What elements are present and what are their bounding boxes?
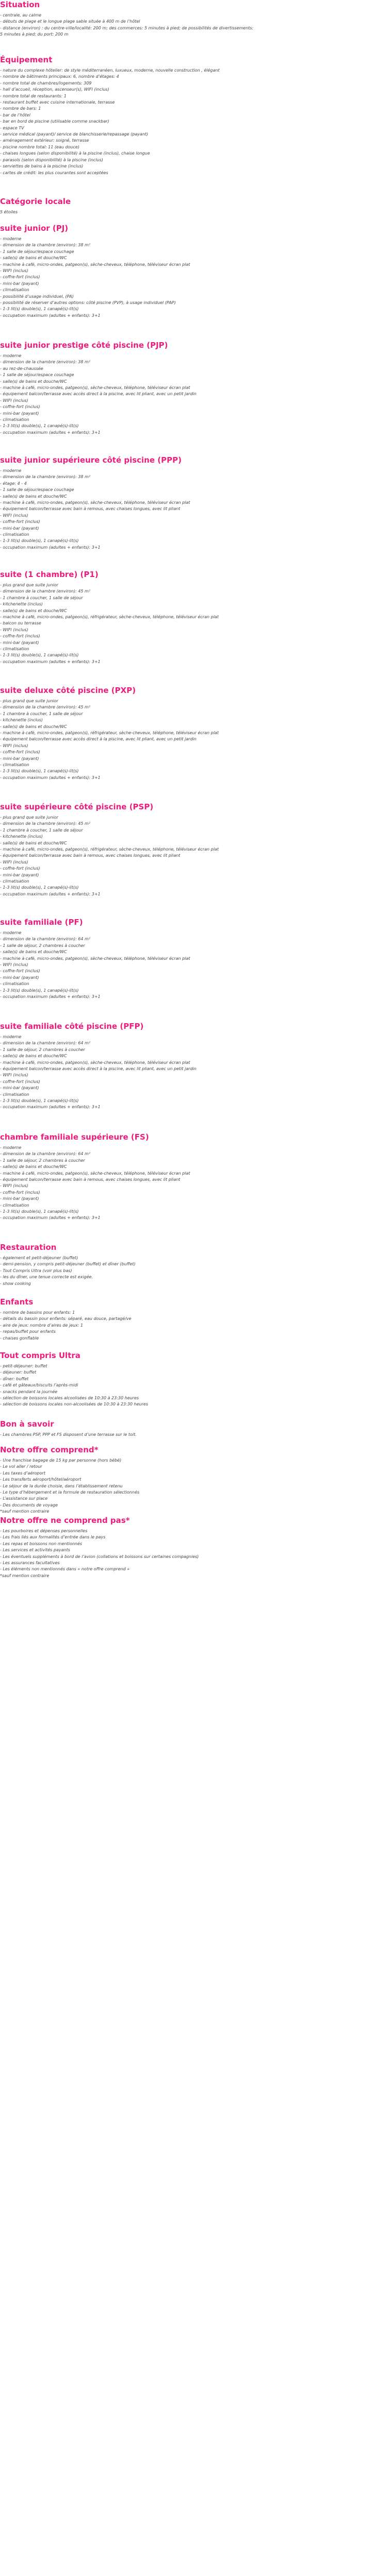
room-features <box>0 930 391 1000</box>
category-heading: Catégorie locale <box>0 197 71 206</box>
list-item: - les du dîner, une tenue correcte est exigée. <box>0 1275 93 1280</box>
list-item: - bar de l’hôtel <box>0 112 30 117</box>
list-item: - moderne <box>0 930 22 935</box>
situation-list <box>0 12 391 38</box>
list-item: - WIFI (inclus) <box>0 268 28 274</box>
list-item: - salle(s) de bains et douche/WC <box>0 256 67 261</box>
list-item: - machine à café, micro-ondes, patgeon(s), sèche-cheveux, téléphone, téléviseur écran plat <box>0 1171 190 1176</box>
list-item: - coffre-fort (inclus) <box>0 1079 40 1084</box>
list-item: - balcon ou terrasse <box>0 621 41 626</box>
list-item: - kitchenette (inclus) <box>0 834 43 839</box>
list-item: - occupation maximum (adultes + enfants): 3+1 <box>0 545 101 550</box>
list-item: - nature du complexe hôtelier: de style méditerranéen, luxueux, moderne, nouvelle construction , élégant <box>0 68 220 73</box>
equipment-list <box>0 67 391 176</box>
list-item: - repas/buffet pour enfants <box>0 1329 56 1334</box>
list-item: - occupation maximum (adultes + enfants): 3+1 <box>0 775 101 780</box>
room-heading: chambre familiale supérieure (FS) <box>0 1132 149 1142</box>
room-heading: suite deluxe côté piscine (PXP) <box>0 686 136 695</box>
list-item: - équipement balcon/terrasse avec accès direct à la piscine, avec lit pliant, avec un petit jardin <box>0 1066 197 1072</box>
list-item: - mini-bar (payant) <box>0 526 39 531</box>
list-item: - 1-3 lit(s) double(s), 1 canapé(s)-lit(s) <box>0 1209 79 1214</box>
list-item: - service médical (payant)/ service de blanchisserie/repassage (payant) <box>0 132 149 137</box>
list-item: - climatisation <box>0 981 29 987</box>
list-item: - coffre-fort (inclus) <box>0 275 40 280</box>
list-item: - équipement balcon/terrasse avec bain à remous, avec chaises longues, avec lit pliant <box>0 1177 181 1182</box>
list-item: - 1 salle de séjour, 2 chambres à coucher <box>0 1047 85 1052</box>
list-item: - équipement balcon/terrasse avec bain à remous, avec chaises longues, avec lit pliant <box>0 506 181 512</box>
offer-includes-list <box>0 1458 391 1509</box>
list-item: - dimension de la chambre (environ): 64 m² <box>0 1041 91 1046</box>
room-heading: suite (1 chambre) (P1) <box>0 570 99 579</box>
list-item: - Tout Compris Ultra (voir plus bas) <box>0 1268 72 1273</box>
list-item: - WIFI (inclus) <box>0 1073 28 1078</box>
situation-heading: Situation <box>0 0 40 9</box>
list-item: - dimension de la chambre (environ): 64 m² <box>0 937 91 942</box>
good-to-know-section <box>0 1419 391 1438</box>
list-item: - demi-pension, y compris petit-déjeuner (buffet) et dîner (buffet) <box>0 1262 136 1267</box>
list-item: - mini-bar (payant) <box>0 975 39 980</box>
list-item: - occupation maximum (adultes + enfants): 3+1 <box>0 1215 101 1221</box>
room-heading: suite junior supérieure côté piscine (PPP) <box>0 455 182 465</box>
list-item: - détails du bassin pour enfants: séparé, eau douce, partagé/ve <box>0 1316 132 1321</box>
list-item: - au rez-de-chaussée <box>0 366 43 371</box>
good-to-know-list <box>0 1432 391 1438</box>
list-item: - Des documents de voyage <box>0 1502 58 1507</box>
list-item: - WIFI (inclus) <box>0 1183 28 1189</box>
list-item: - 1-3 lit(s) double(s), 1 canapé(s)-lit(s) <box>0 653 79 658</box>
list-item: - salle(s) de bains et douche/WC <box>0 1054 67 1059</box>
list-item: - coffre-fort (inclus) <box>0 519 40 524</box>
list-item: - 1-3 lit(s) double(s), 1 canapé(s)-lit(s) <box>0 885 79 890</box>
list-item: - petit-déjeuner: buffet <box>0 1364 47 1368</box>
list-item: - WIFI (inclus) <box>0 398 28 403</box>
list-item: - WIFI (inclus) <box>0 743 28 748</box>
list-item: - Une franchise bagage de 15 kg par personne (hors bébé) <box>0 1458 122 1463</box>
list-item: - 1 salle de séjour/espace couchage <box>0 487 74 493</box>
list-item: - Les services et activités payants <box>0 1548 70 1553</box>
list-item: - climatisation <box>0 1092 29 1097</box>
room-section <box>0 802 391 897</box>
list-item: - snacks pendant la journée <box>0 1389 58 1394</box>
room-section <box>0 686 391 781</box>
list-item: - distance (environ) : du centre-ville/localité: 200 m; des commerces: 5 minutes à pied; de possibilités de divertissements: <box>0 25 254 30</box>
offer-excludes-list <box>0 1528 391 1573</box>
list-item: - machine à café, micro-ondes, patgeon(s), sèche-cheveux, téléphone, téléviseur écran plat <box>0 956 190 961</box>
room-features <box>0 698 391 781</box>
list-item: - Le séjour de la durée choisie, dans l’établissement retenu <box>0 1483 123 1488</box>
offer-excludes-section <box>0 1516 391 1579</box>
all-inclusive-heading: Tout compris Ultra <box>0 1351 80 1360</box>
list-item: - coffre-fort (inclus) <box>0 404 40 410</box>
list-item: - déjeuner: buffet <box>0 1370 37 1375</box>
list-item: - mini-bar (payant) <box>0 411 39 416</box>
list-item: - plus grand que suite junior <box>0 699 58 703</box>
restauration-heading: Restauration <box>0 1243 57 1252</box>
list-item: - coffre-fort (inclus) <box>0 1190 40 1195</box>
list-item: - chaises gonflable <box>0 1335 39 1341</box>
list-item: - moderne <box>0 468 22 473</box>
list-item: - 1-3 lit(s) double(s), 1 canapé(s)-lit(s) <box>0 538 79 544</box>
list-item: - dimension de la chambre (environ): 64 m² <box>0 1151 91 1157</box>
list-item: - machine à café, micro-ondes, patgeon(s), réfrigérateur, sèche-cheveux, téléphone, téléviseur écran plat <box>0 615 219 620</box>
room-section <box>0 1022 391 1111</box>
list-item: - sélection de boissons locales alcoolisées de 10:30 à 23:30 heures <box>0 1396 139 1401</box>
children-section <box>0 1297 391 1342</box>
list-item: - Les repas et boissons non mentionnés <box>0 1541 83 1546</box>
list-item: - mini-bar (payant) <box>0 756 39 761</box>
list-item: - climatisation <box>0 647 29 652</box>
room-heading: suite supérieure côté piscine (PSP) <box>0 802 154 811</box>
list-item: - coffre-fort (inclus) <box>0 634 40 639</box>
all-inclusive-section <box>0 1351 391 1408</box>
list-item: - show cooking <box>0 1281 31 1286</box>
category-section <box>0 197 391 215</box>
room-section <box>0 224 391 319</box>
list-item: - climatisation <box>0 287 29 293</box>
room-features <box>0 582 391 665</box>
room-features <box>0 468 391 551</box>
good-to-know-heading: Bon à savoir <box>0 1419 54 1429</box>
offer-excludes-heading: Notre offre ne comprend pas* <box>0 1516 130 1525</box>
list-item: - chaises longues (selon disponibilité) à la piscine (inclus), chaise longue <box>0 151 150 156</box>
list-item: - dimension de la chambre (environ): 38 m² <box>0 474 91 480</box>
list-item: - Les éventuels suppléments à bord de l’avion (collations et boissons sur certaines compagnies) <box>0 1554 199 1559</box>
list-item: - salle(s) de bains et douche/WC <box>0 494 67 499</box>
equipment-heading: Équipement <box>0 55 53 64</box>
list-item: - bar en bord de piscine (utilisable comme snackbar) <box>0 119 109 124</box>
offer-includes-section <box>0 1445 391 1514</box>
list-item: - débuts de plage et le longue plage sable située à 400 m de l’hôtel <box>0 19 140 24</box>
room-section <box>0 570 391 665</box>
list-item: - machine à café, micro-ondes, patgeon(s), réfrigérateur, sèche-cheveux, téléphone, téléviseur écran plat <box>0 731 219 736</box>
list-item: - équipement balcon/terrasse avec bain à remous, avec chaises longues, avec lit pliant <box>0 853 181 858</box>
list-item: - Le type d’hébergement et la formule de restauration sélectionnés <box>0 1490 140 1495</box>
list-item: - Les taxes d’aéroport <box>0 1470 45 1476</box>
room-features <box>0 236 391 319</box>
list-item: - équipement balcon/terrasse avec accès direct à la piscine, avec lit pliant, avec un petit jardin <box>0 737 197 742</box>
list-item: - équipement balcon/terrasse avec accès direct à la piscine, avec lit pliant, avec un petit jardin <box>0 392 197 397</box>
list-item: - occupation maximum (adultes + enfants): 3+1 <box>0 891 101 896</box>
list-item: - dîner: buffet <box>0 1376 29 1381</box>
list-item: - machine à café, micro-ondes, patgeon(s), sèche-cheveux, téléphone, téléviseur écran plat <box>0 385 190 391</box>
list-item: - 1-3 lit(s) double(s), 1 canapé(s)-lit(s) <box>0 769 79 774</box>
list-item: - cartes de crédit: les plus courantes sont acceptées <box>0 170 108 175</box>
list-item: - kitchenette (inclus) <box>0 602 43 607</box>
equipment-section <box>0 55 391 176</box>
list-item: - 1 chambre à coucher, 1 salle de séjour <box>0 827 83 833</box>
room-features <box>0 815 391 897</box>
list-item: - Le vol aller / retour <box>0 1464 42 1469</box>
list-item: - Les pourboires et dépenses personnelles <box>0 1529 88 1533</box>
list-item: - possibilité d’usage individuel, (PA) <box>0 294 74 299</box>
offer-includes-heading: Notre offre comprend* <box>0 1445 99 1454</box>
list-item: - 1 salle de séjour, 2 chambres à coucher <box>0 943 85 948</box>
list-item: - coffre-fort (inclus) <box>0 969 40 974</box>
list-item: - Les éléments non mentionnés dans « notre offre comprend » <box>0 1567 130 1572</box>
list-item: - WIFI (inclus) <box>0 513 28 518</box>
category-value: 5 étoiles <box>0 210 18 214</box>
list-item: - étage: 4 - 4 <box>0 481 27 486</box>
list-item: - climatisation <box>0 532 29 537</box>
list-item: - occupation maximum (adultes + enfants): 3+1 <box>0 313 101 318</box>
list-item: - machine à café, micro-ondes, patgeon(s), sèche-cheveux, téléphone, téléviseur écran plat <box>0 500 190 505</box>
list-item: - occupation maximum (adultes + enfants): 3+1 <box>0 430 101 435</box>
list-item: - plus grand que suite junior <box>0 815 58 820</box>
room-section <box>0 1132 391 1222</box>
list-item: - moderne <box>0 1035 22 1039</box>
list-item: - aire de jeux: nombre d’aires de jeux: 1 <box>0 1323 84 1328</box>
list-item: - WIFI (inclus) <box>0 859 28 865</box>
list-item: - possibilité de réserver d’autres options: côté piscine (PVP), à usage individuel (PAP) <box>0 300 176 306</box>
list-item: - espace TV <box>0 125 24 130</box>
list-item: - café et gâteaux/biscuits l’après-midi <box>0 1383 78 1388</box>
list-item: - WIFI (inclus) <box>0 962 28 968</box>
room-features <box>0 353 391 436</box>
list-item: - WIFI (inclus) <box>0 627 28 632</box>
room-features <box>0 1145 391 1222</box>
list-item: - restaurant buffet avec cuisine internationale, terrasse <box>0 100 115 105</box>
offer-excludes-footnote: *sauf mention contraire <box>0 1573 50 1578</box>
list-item: - salle(s) de bains et douche/WC <box>0 950 67 955</box>
list-item: - salle(s) de bains et douche/WC <box>0 379 67 384</box>
list-item: - hall d’accueil, réception, ascenseur(s), WIFI (inclus) <box>0 87 109 92</box>
list-item: - nombre de bâtiments principaux: 6, nombre d’étages: 4 <box>0 74 119 79</box>
list-item: - kitchenette (inclus) <box>0 718 43 723</box>
room-heading: suite familiale (PF) <box>0 918 83 927</box>
list-item: - coffre-fort (inclus) <box>0 750 40 755</box>
list-item: - Les frais liés aux formalités d’entrée dans le pays <box>0 1535 106 1540</box>
room-heading: suite junior prestige côté piscine (PJP) <box>0 341 168 350</box>
list-item: - salle(s) de bains et douche/WC <box>0 840 67 845</box>
situation-section <box>0 0 391 38</box>
list-item: 5 minutes à pied; du port: 200 m <box>0 32 69 37</box>
room-section <box>0 341 391 436</box>
offer-includes-footnote: *sauf mention contraire <box>0 1509 50 1514</box>
room-features <box>0 1034 391 1111</box>
list-item: - nombre total de restaurants: 1 <box>0 93 67 98</box>
list-item: - machine à café, micro-ondes, patgeon(s), sèche-cheveux, téléphone, téléviseur écran plat <box>0 262 190 267</box>
list-item: - également et petit-déjeuner (buffet) <box>0 1256 78 1260</box>
list-item: - mini-bar (payant) <box>0 1086 39 1091</box>
all-inclusive-list <box>0 1363 391 1408</box>
list-item: - dimension de la chambre (environ): 45 m² <box>0 821 91 826</box>
list-item: - 1 chambre à coucher, 1 salle de séjour <box>0 711 83 716</box>
list-item: - moderne <box>0 353 22 358</box>
list-item: - nombre de bassins pour enfants: 1 <box>0 1310 75 1315</box>
list-item: - mini-bar (payant) <box>0 640 39 645</box>
list-item: - 1-3 lit(s) double(s), 1 canapé(s)-lit(s) <box>0 307 79 312</box>
list-item: - 1 salle de séjour, 2 chambres à coucher <box>0 1158 85 1163</box>
children-heading: Enfants <box>0 1297 34 1307</box>
list-item: - salle(s) de bains et douche/WC <box>0 1164 67 1170</box>
list-item: - mini-bar (payant) <box>0 872 39 877</box>
list-item: - climatisation <box>0 1202 29 1208</box>
list-item: - climatisation <box>0 417 29 422</box>
list-item: - dimension de la chambre (environ): 45 m² <box>0 589 91 594</box>
children-list <box>0 1310 391 1342</box>
list-item: - nombre total de chambres/logements: 309 <box>0 80 92 86</box>
list-item: - coffre-fort (inclus) <box>0 866 40 871</box>
list-item: - parasols (selon disponibilité) à la piscine (inclus) <box>0 157 103 162</box>
list-item: - 1-3 lit(s) double(s), 1 canapé(s)-lit(s) <box>0 423 79 429</box>
list-item: - 1 chambre à coucher, 1 salle de séjour <box>0 595 83 600</box>
list-item: - Les chambres PSP, PPP et FS disposent d’une terrasse sur le toit. <box>0 1432 137 1437</box>
list-item: - serviettes de bains à la piscine (inclus) <box>0 164 84 169</box>
room-heading: suite familiale côté piscine (PFP) <box>0 1022 144 1031</box>
room-section <box>0 918 391 1000</box>
list-item: - machine à café, micro-ondes, patgeon(s), réfrigérateur, sèche-cheveux, téléphone, téléviseur écran plat <box>0 847 219 852</box>
list-item: - moderne <box>0 1145 22 1150</box>
list-item: - climatisation <box>0 762 29 768</box>
list-item: - centrale, au calme <box>0 13 42 18</box>
list-item: - Les transferts aéroport/hôtel/aéroport <box>0 1477 82 1482</box>
list-item: - salle(s) de bains et douche/WC <box>0 724 67 729</box>
list-item: - sélection de boissons locales non-alcoolisées de 10:30 à 23:30 heures <box>0 1402 148 1407</box>
list-item: - occupation maximum (adultes + enfants): 3+1 <box>0 994 101 999</box>
list-item: - mini-bar (payant) <box>0 1196 39 1201</box>
list-item: - dimension de la chambre (environ): 38 m² <box>0 360 91 365</box>
list-item: - moderne <box>0 236 22 241</box>
list-item: - salle(s) de bains et douche/WC <box>0 608 67 613</box>
list-item: - occupation maximum (adultes + enfants): 3+1 <box>0 1105 101 1110</box>
list-item: - occupation maximum (adultes + enfants): 3+1 <box>0 659 101 664</box>
list-item: - Les assurances facultatives <box>0 1561 60 1566</box>
room-heading: suite junior (PJ) <box>0 224 69 233</box>
list-item: - 1 salle de séjour/espace couchage <box>0 372 74 378</box>
list-item: - aménagement extérieur: soigné, terrasse <box>0 138 89 143</box>
list-item: - climatisation <box>0 879 29 884</box>
list-item: - dimension de la chambre (environ): 38 m² <box>0 243 91 248</box>
restauration-section <box>0 1243 391 1287</box>
list-item: - L’assistance sur place <box>0 1496 48 1501</box>
list-item: - 1 salle de séjour/espace couchage <box>0 249 74 254</box>
list-item: - dimension de la chambre (environ): 45 m² <box>0 705 91 710</box>
restauration-list <box>0 1255 391 1287</box>
list-item: - 1-3 lit(s) double(s), 1 canapé(s)-lit(s) <box>0 1098 79 1104</box>
list-item: - mini-bar (payant) <box>0 281 39 286</box>
list-item: - 1-3 lit(s) double(s), 1 canapé(s)-lit(s) <box>0 988 79 993</box>
list-item: - piscine nombre total: 11 (eau douce) <box>0 144 79 149</box>
list-item: - plus grand que suite junior <box>0 583 58 587</box>
room-section <box>0 455 391 551</box>
list-item: - nombre de bars: 1 <box>0 106 41 111</box>
list-item: - machine à café, micro-ondes, patgeon(s), sèche-cheveux, téléphone, téléviseur écran plat <box>0 1060 190 1065</box>
